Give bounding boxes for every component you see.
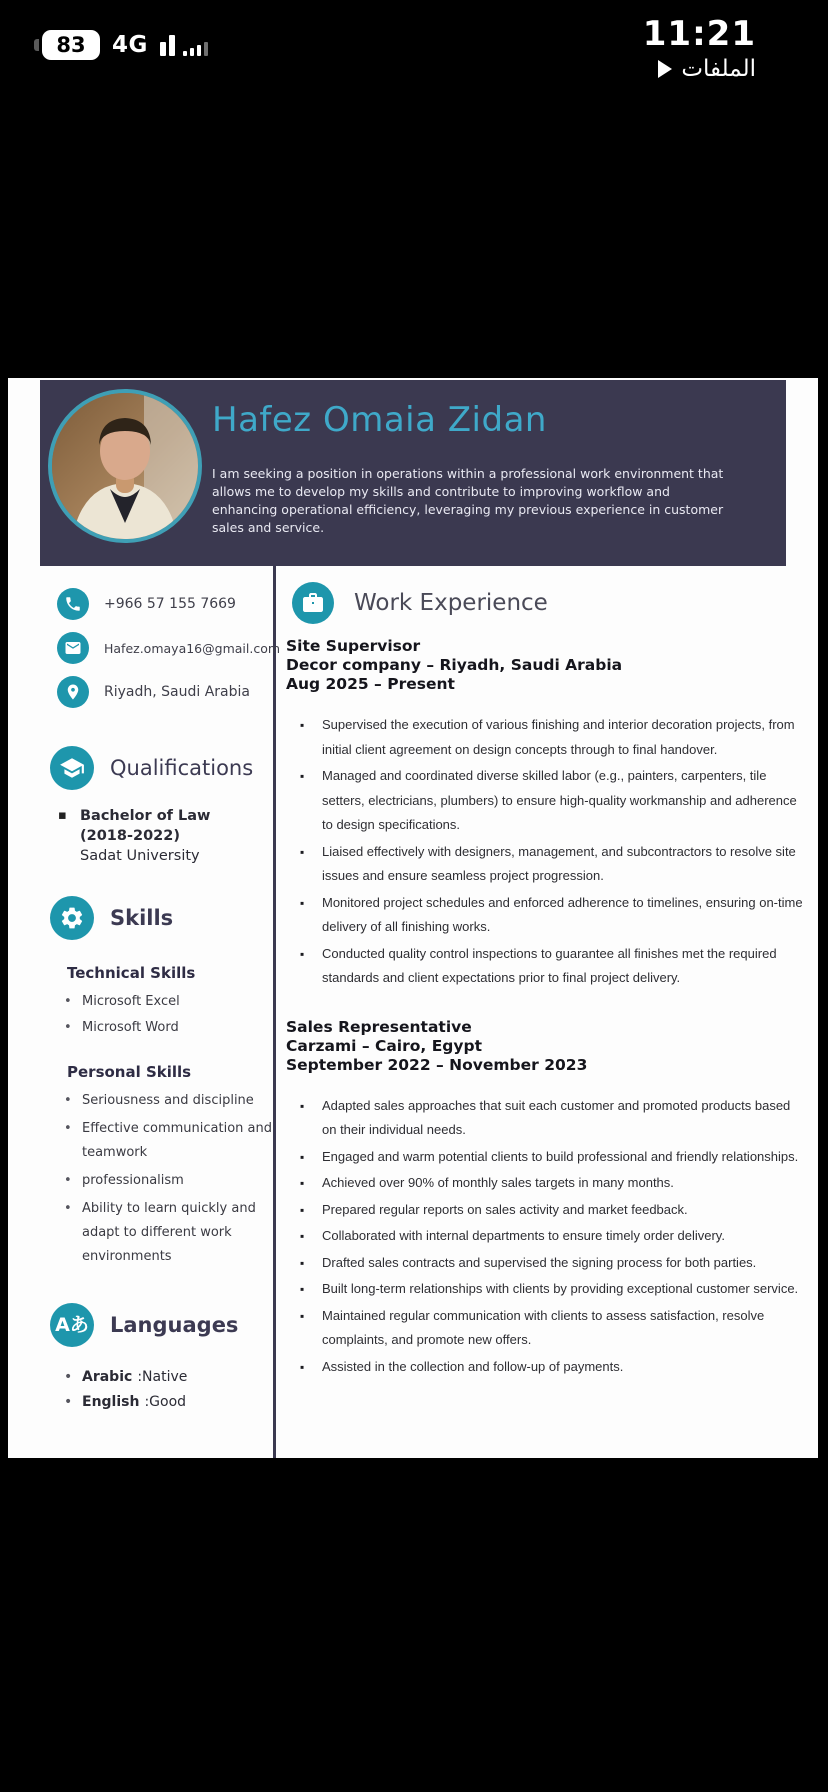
qualification-item [80, 806, 273, 866]
skill-item: • Seriousness and discipline [64, 1089, 273, 1113]
degree-years: (2018-2022) [80, 828, 180, 844]
languages-list [64, 1365, 273, 1415]
skills-section [8, 896, 273, 1269]
return-to-app-button[interactable] [643, 55, 756, 83]
job-company: Decor company – Riyadh, Saudi Arabia [286, 656, 623, 674]
briefcase-icon [292, 582, 334, 624]
qualifications-title: Qualifications [110, 756, 254, 780]
job-bullet: ▪ Liaised effectively with designers, management, and subcontractors to resolve site issues and ensure seamless project progression. [300, 840, 804, 889]
qualifications-section [8, 746, 273, 866]
technical-skills-title: Technical Skills [67, 964, 196, 982]
job-bullet: ▪ Collaborated with internal departments to ensure timely order delivery. [300, 1224, 804, 1249]
skill-item: • Effective communication and teamwork [64, 1117, 273, 1165]
cellular-signal-icon [160, 34, 208, 56]
job-bullet: ▪ Maintained regular communication with clients to assess satisfaction, resolve complaints, and promote new offers. [300, 1304, 804, 1353]
job-dates: September 2022 – November 2023 [286, 1055, 588, 1074]
personal-skills-list [64, 1089, 273, 1269]
job-dates: Aug 2025 – Present [286, 675, 455, 693]
email-address: Hafez.omaya16@gmail.com [104, 640, 281, 656]
status-right-cluster [643, 16, 756, 83]
school-name: Sadat University [80, 848, 200, 864]
return-to-app-label: الملفات [681, 56, 756, 82]
profile-photo [48, 389, 202, 543]
language-item: • Arabic :Native [64, 1365, 273, 1390]
skill-item: • Ability to learn quickly and adapt to different work environments [64, 1197, 273, 1269]
candidate-name: Hafez Omaia Zidan [212, 400, 547, 440]
status-left-cluster [42, 30, 208, 60]
job-block [286, 637, 804, 991]
job-bullet: ▪ Built long-term relationships with clients by providing exceptional customer service. [300, 1277, 804, 1302]
skill-item: • professionalism [64, 1169, 273, 1193]
clock-time: 11:21 [642, 14, 756, 54]
contact-row-email [8, 632, 281, 664]
work-experience-column [276, 566, 818, 1458]
work-experience-title: Work Experience [354, 590, 548, 616]
graduation-cap-icon [50, 746, 94, 790]
location-text: Riyadh, Saudi Arabia [104, 684, 250, 700]
technical-skills-list [64, 990, 273, 1039]
job-role: Sales Representative [286, 1017, 472, 1036]
skill-item: • Microsoft Excel [64, 990, 273, 1013]
resume-header-band [40, 380, 786, 566]
languages-title: Languages [110, 1313, 239, 1337]
languages-section [8, 1303, 273, 1415]
job-bullet: ▪ Prepared regular reports on sales activity and market feedback. [300, 1198, 804, 1223]
contact-section [8, 588, 281, 708]
personal-skills-title: Personal Skills [67, 1063, 192, 1081]
document-page[interactable] [8, 378, 818, 1458]
job-bullet: ▪ Conducted quality control inspections to guarantee all finishes met the required standards and client expectations prior to final project delivery. [300, 942, 804, 991]
job-bullet-list [300, 1094, 804, 1380]
job-block [286, 1018, 804, 1380]
language-item: • English :Good [64, 1390, 273, 1415]
languages-icon: Aあ [50, 1303, 94, 1347]
resume-body-columns [8, 566, 818, 1458]
left-sidebar-column [8, 566, 281, 1458]
job-header [286, 1018, 804, 1075]
job-bullet-list [300, 713, 804, 991]
skills-title: Skills [110, 906, 174, 930]
job-role: Site Supervisor [286, 637, 421, 655]
network-type-label: 4G [112, 32, 148, 58]
objective-text: I am seeking a position in operations within a professional work environment that allows me to develop my skills and contribute to improving workflow and enhancing operational efficiency, leveraging my previous experience in customer sales and service. [212, 466, 724, 535]
contact-row-phone [8, 588, 273, 620]
job-bullet: ▪ Achieved over 90% of monthly sales targets in many months. [300, 1171, 804, 1196]
email-icon [57, 632, 89, 664]
phone-number: +966 57 155 7669 [104, 596, 236, 612]
job-bullet: ▪ Monitored project schedules and enforced adherence to timelines, ensuring on-time delivery of all finishing works. [300, 891, 804, 940]
status-bar [0, 12, 828, 90]
location-pin-icon [57, 676, 89, 708]
job-company: Carzami – Cairo, Egypt [286, 1036, 482, 1055]
work-experience-header [286, 582, 804, 624]
phone-icon [57, 588, 89, 620]
job-bullet: ▪ Engaged and warm potential clients to build professional and friendly relationships. [300, 1145, 804, 1170]
header-text-block [212, 380, 764, 537]
contact-row-location [8, 676, 273, 708]
job-bullet: ▪ Supervised the execution of various finishing and interior decoration projects, from initial client agreement on design concepts through to final handover. [300, 713, 804, 762]
degree-name: ▪ Bachelor of Law [80, 808, 211, 824]
job-bullet: ▪ Adapted sales approaches that suit each customer and promoted products based on their individual needs. [300, 1094, 804, 1143]
battery-percent: 83 [56, 33, 86, 57]
job-bullet: ▪ Assisted in the collection and follow-up of payments. [300, 1355, 804, 1380]
job-bullet: ▪ Drafted sales contracts and supervised the signing process for both parties. [300, 1251, 804, 1276]
job-bullet: ▪ Managed and coordinated diverse skilled labor (e.g., painters, carpenters, tile setters, electricians, plumbers) to ensure high-quality workmanship and adherence to design specifications. [300, 764, 804, 838]
skill-item: • Microsoft Word [64, 1016, 273, 1039]
gear-icon [50, 896, 94, 940]
job-header [286, 637, 804, 694]
personal-skills-block [8, 1063, 273, 1269]
battery-indicator [42, 30, 100, 60]
back-triangle-icon [658, 60, 672, 78]
